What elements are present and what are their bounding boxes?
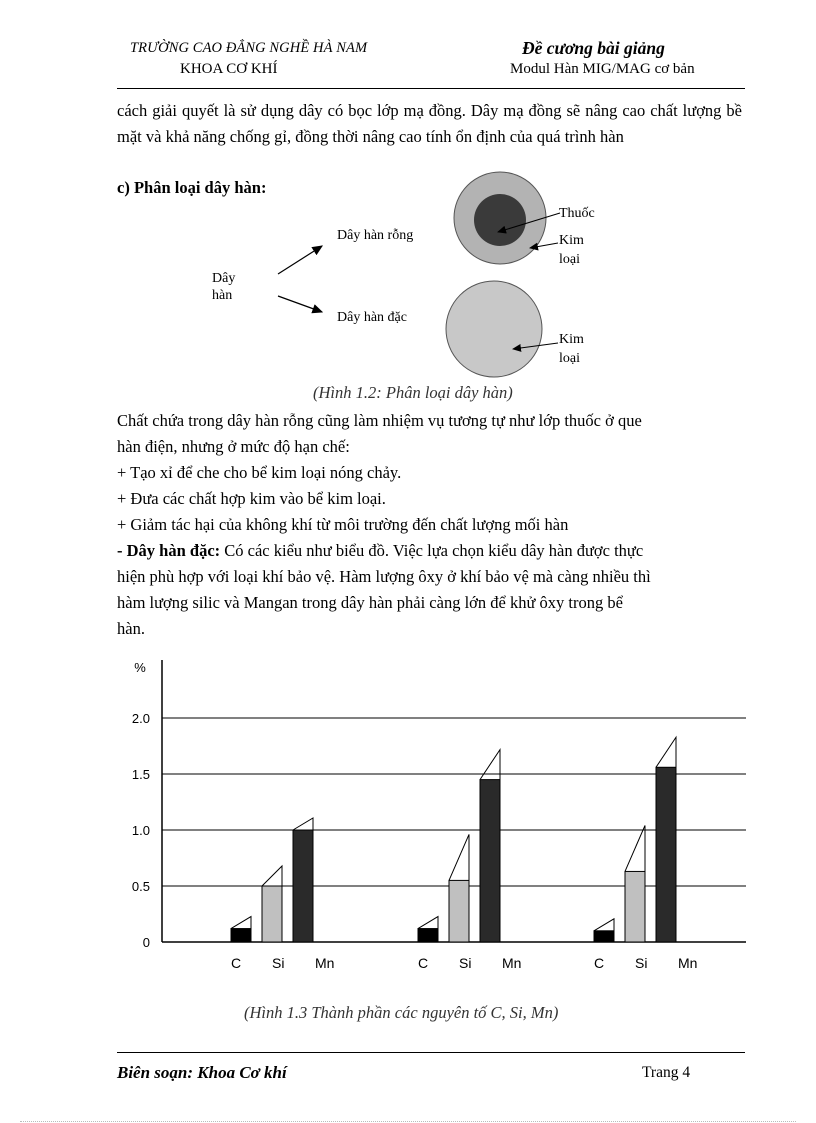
metal-label-top-1: Kim (559, 233, 584, 248)
solid-wire-paragraph-line-4: hàn. (117, 619, 145, 638)
solid-wire-paragraph-line-2: hiện phù hợp với loại khí bảo vệ. Hàm lượng ôxy ở khí bảo vệ mà càng nhiều thì (117, 567, 651, 586)
figure-1-2-caption: (Hình 1.2: Phân loại dây hàn) (313, 383, 513, 402)
metal-label-bottom-1: Kim (559, 332, 584, 347)
page-bottom-dotted-border (20, 1121, 796, 1122)
metal-label-top-2: loại (559, 252, 580, 267)
x-category-label: Mn (315, 955, 335, 971)
x-category-label: C (594, 955, 605, 971)
faculty-name: KHOA CƠ KHÍ (180, 61, 278, 77)
page-number: Trang 4 (642, 1064, 691, 1081)
solid-wire-paragraph-line-3: hàm lượng silic và Mangan trong dây hàn phải càng lớn để khử ôxy trong bể (117, 593, 623, 612)
hollow-wire-label: Dây hàn rỗng (337, 228, 414, 243)
bar-si-group-3 (625, 871, 645, 942)
y-tick-label: 0.5 (131, 879, 150, 894)
flux-label: Thuốc (559, 206, 595, 221)
bar-si-group-2 (449, 880, 469, 942)
bar-cap-si-group-2 (449, 834, 469, 880)
x-category-label: Si (635, 955, 648, 971)
bar-cap-si-group-1 (262, 866, 282, 886)
footer-author: Biên soạn: Khoa Cơ khí (117, 1063, 287, 1082)
x-category-label: Si (459, 955, 472, 971)
y-tick-label: 1.5 (131, 767, 150, 782)
y-tick-label: 1.0 (131, 823, 150, 838)
x-category-label: Mn (502, 955, 522, 971)
document-title: Đề cương bài giảng (522, 38, 665, 58)
solid-wire-label: Dây hàn đặc (337, 310, 407, 325)
x-category-label: Si (272, 955, 285, 971)
bar-mn-group-1 (293, 830, 313, 942)
solid-wire-circle (446, 281, 542, 377)
composition-bar-chart (0, 640, 816, 990)
module-name: Modul Hàn MIG/MAG cơ bản (510, 61, 695, 77)
bar-cap-mn-group-2 (480, 750, 500, 780)
bar-cap-c-group-2 (418, 917, 438, 929)
solid-wire-term: - Dây hàn đặc: (117, 541, 221, 560)
y-axis-unit-label: % (134, 660, 146, 675)
bar-mn-group-3 (656, 767, 676, 942)
y-tick-label: 2.0 (131, 711, 150, 726)
section-heading: c) Phân loại dây hàn: (117, 178, 267, 197)
solid-wire-paragraph-line-1 (117, 538, 643, 564)
bar-c-group-1 (231, 929, 251, 942)
bullet-slag: + Tạo xỉ để che cho bể kim loại nóng chảy. (117, 463, 402, 482)
metal-label-bottom-2: loại (559, 351, 580, 366)
x-category-label: C (231, 955, 242, 971)
body-line-2: hàn điện, nhưng ở mức độ hạn chế: (117, 437, 350, 456)
bar-cap-c-group-3 (594, 919, 614, 931)
bar-mn-group-2 (480, 780, 500, 942)
bar-cap-c-group-1 (231, 917, 251, 929)
wire-classification-diagram (0, 0, 816, 400)
bar-c-group-3 (594, 931, 614, 942)
wire-root-label-2: hàn (212, 288, 233, 303)
arrow-to-solid (278, 296, 322, 312)
bar-cap-mn-group-3 (656, 737, 676, 767)
bar-cap-mn-group-1 (293, 818, 313, 830)
wire-root-label-1: Dây (212, 271, 236, 286)
bar-cap-si-group-3 (625, 825, 645, 871)
footer-rule (117, 1052, 745, 1053)
y-tick-label: 0 (142, 935, 150, 950)
intro-paragraph: cách giải quyết là sử dụng dây có bọc lớp mạ đồng. Dây mạ đồng sẽ nâng cao chất lượng bề mặt và khả năng chống gỉ, đồng thời nâng cao tính ổn định của quá trình hàn (117, 101, 742, 146)
school-name: TRƯỜNG CAO ĐẲNG NGHỀ HÀ NAM (130, 40, 368, 56)
x-category-label: C (418, 955, 429, 971)
arrow-to-hollow (278, 246, 322, 274)
body-line-1: Chất chứa trong dây hàn rỗng cũng làm nhiệm vụ tương tự như lớp thuốc ở que (117, 411, 642, 430)
hollow-wire-core-circle (474, 194, 526, 246)
x-category-label: Mn (678, 955, 698, 971)
bullet-alloy: + Đưa các chất hợp kim vào bể kim loại. (117, 489, 386, 508)
bar-si-group-1 (262, 886, 282, 942)
solid-wire-description: Có các kiểu như biểu đồ. Việc lựa chọn kiểu dây hàn được thực (220, 541, 644, 560)
figure-1-3-caption: (Hình 1.3 Thành phần các nguyên tố C, Si, Mn) (244, 1003, 559, 1022)
bullet-air: + Giảm tác hại của không khí từ môi trường đến chất lượng mối hàn (117, 515, 569, 534)
bar-c-group-2 (418, 929, 438, 942)
